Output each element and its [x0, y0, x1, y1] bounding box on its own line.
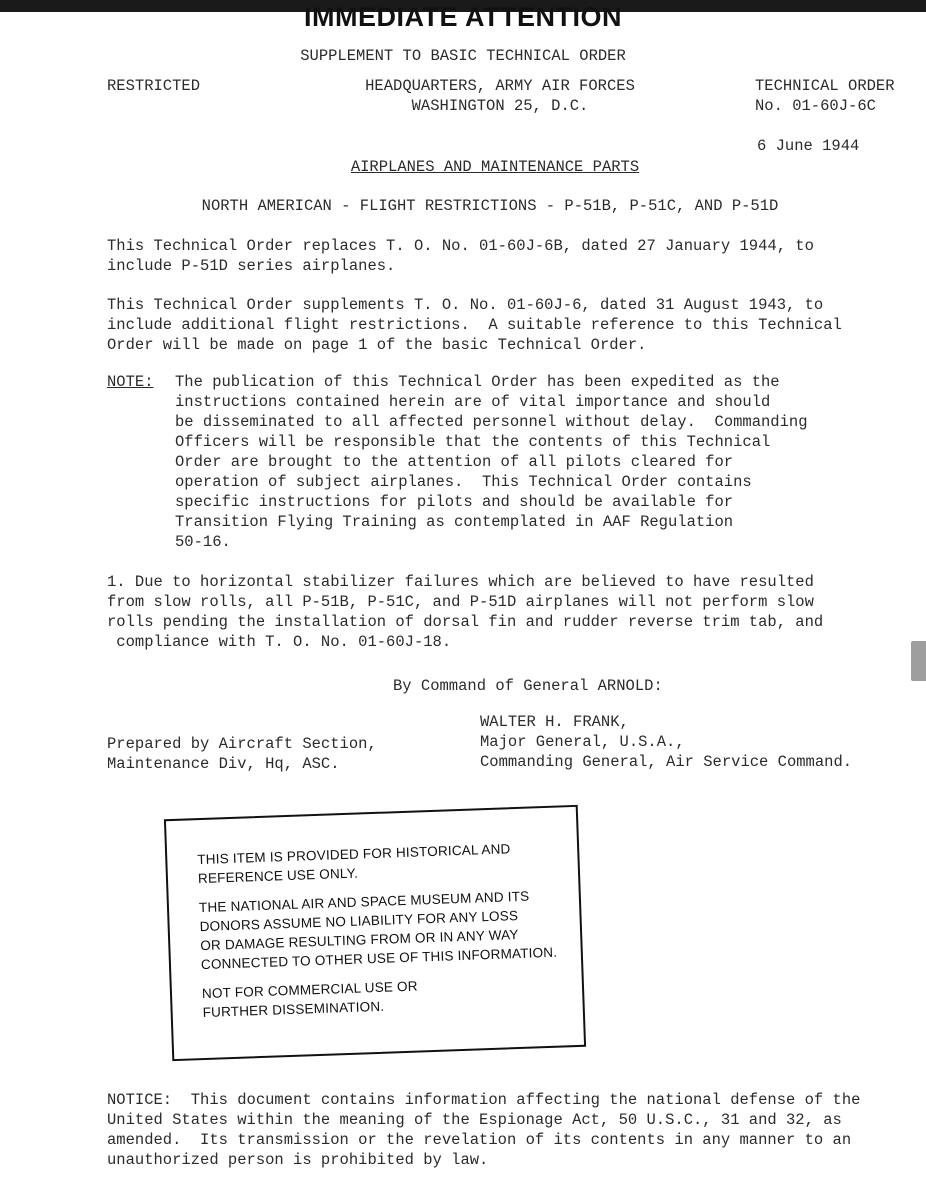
supplement-line: SUPPLEMENT TO BASIC TECHNICAL ORDER: [300, 47, 626, 65]
subject-line: NORTH AMERICAN - FLIGHT RESTRICTIONS - P-51B, P-51C, AND P-51D: [201, 197, 779, 215]
stamp-historical-use: THIS ITEM IS PROVIDED FOR HISTORICAL AND REFERENCE USE ONLY.: [197, 841, 511, 887]
stamp-liability: THE NATIONAL AIR AND SPACE MUSEUM AND ITS DONORS ASSUME NO LIABILITY FOR ANY LOSS OR DAMAGE RESULTING FROM OR IN ANY WAY CONNECTED TO OTHER USE OF THIS INFORMATION.: [198, 888, 558, 973]
hq-line-2: WASHINGTON 25, D.C.: [411, 97, 589, 115]
note-body: The publication of this Technical Order has been expedited as the instructions contained herein are of vital importance and should be disseminated to all affected personnel without delay. Commanding Officers will be responsible that the contents of this Technical Order are brought to the attention of all pilots cleared for operation of subject airplanes. This Technical Order contains specific instructions for pilots and should be available for Transition Flying Training as contemplated in AAF Regulation 50-16.: [175, 373, 808, 551]
signer-name: WALTER H. FRANK,: [480, 713, 629, 731]
disclaimer-stamp: [164, 805, 586, 1061]
hq-line-1: HEADQUARTERS, ARMY AIR FORCES: [365, 77, 635, 95]
signer-title: Commanding General, Air Service Command.: [480, 753, 853, 771]
side-panel-handle[interactable]: [911, 641, 926, 681]
technical-order-label: TECHNICAL ORDER: [755, 77, 895, 95]
technical-order-number: No. 01-60J-6C: [755, 97, 876, 115]
command-line: By Command of General ARNOLD:: [393, 677, 663, 695]
immediate-attention-banner: IMMEDIATE ATTENTION: [304, 2, 622, 32]
prepared-by-line-1: Prepared by Aircraft Section,: [107, 735, 377, 753]
prepared-by-line-2: Maintenance Div, Hq, ASC.: [107, 755, 340, 773]
stamp-not-commercial: NOT FOR COMMERCIAL USE OR FURTHER DISSEMINATION.: [201, 978, 418, 1021]
order-date: 6 June 1944: [757, 137, 860, 155]
item-1-restriction: 1. Due to horizontal stabilizer failures which are believed to have resulted from slow rolls, all P-51B, P-51C, and P-51D airplanes will not perform slow rolls pending the installation of dorsal fin and rudder reverse trim tab, and compliance with T. O. No. 01-60J-18.: [107, 573, 824, 651]
espionage-notice: NOTICE: This document contains information affecting the national defense of the United States within the meaning of the Espionage Act, 50 U.S.C., 31 and 32, as amended. Its transmission or the revelation of its contents in any manner to an unauthorized person is prohibited by law.: [107, 1091, 861, 1169]
paragraph-replaces: This Technical Order replaces T. O. No. 01-60J-6B, dated 27 January 1944, to include P-51D series airplanes.: [107, 237, 814, 275]
paragraph-supplements: This Technical Order supplements T. O. No. 01-60J-6, dated 31 August 1943, to include additional flight restrictions. A suitable reference to this Technical Order will be made on page 1 of the basic Technical Order.: [107, 296, 842, 354]
signer-rank: Major General, U.S.A.,: [480, 733, 685, 751]
note-label: NOTE:: [107, 373, 154, 391]
category-heading: AIRPLANES AND MAINTENANCE PARTS: [350, 158, 640, 176]
classification-label: RESTRICTED: [107, 77, 201, 95]
